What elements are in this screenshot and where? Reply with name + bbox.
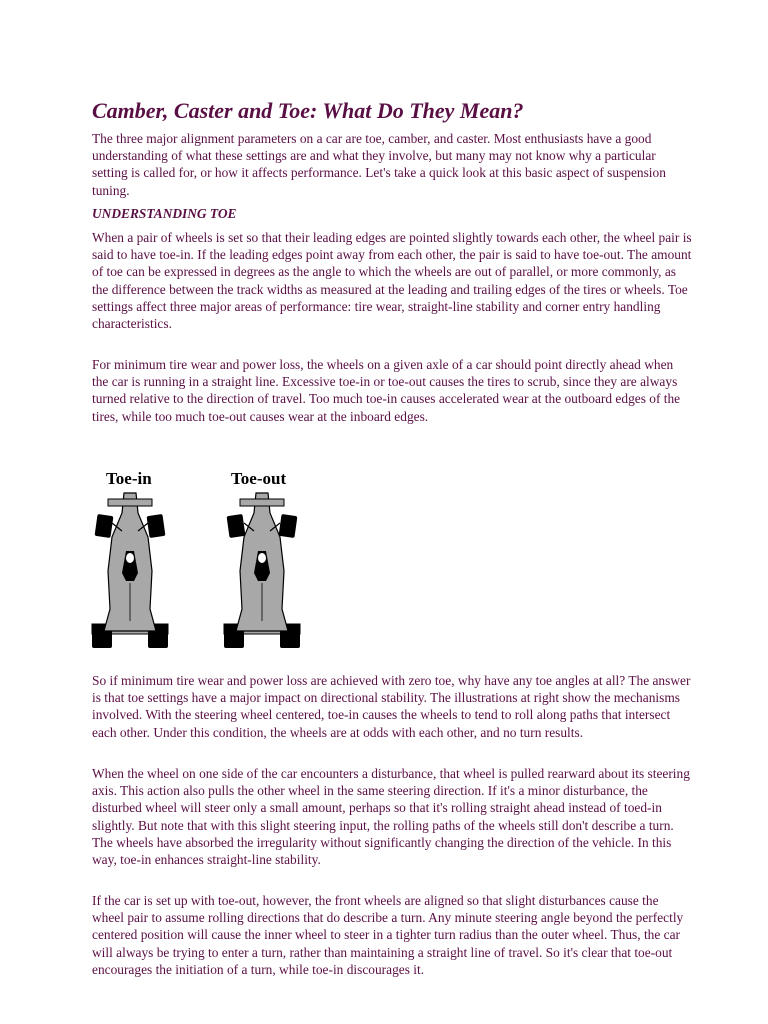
toe-diagram-figure: [90, 465, 315, 655]
toe-out-car-illustration: [222, 491, 302, 651]
intro-paragraph: The three major alignment parameters on a car are toe, camber, and caster. Most enthusiasts have a good understanding of what these settings are and what they involve, but many may not know why a particular setting is called for, or how it affects performance. Let's take a quick look at this basic aspect of suspension tuning.: [92, 131, 666, 198]
toe-in-label: Toe-in: [106, 469, 152, 488]
toe-in-car-illustration: [90, 491, 170, 651]
article-title: Camber, Caster and Toe: What Do They Mean?: [92, 98, 524, 123]
paragraph-tire-wear: For minimum tire wear and power loss, the wheels on a given axle of a car should point directly ahead when the car is running in a straight line. Excessive toe-in or toe-out causes the tires to scrub, since they are always turned relative to the direction of travel. Too much toe-in causes accelerated wear at the outboard edges of the tires, while too much toe-out causes wear at the inboard edges.: [92, 357, 681, 424]
paragraph-directional-stability: So if minimum tire wear and power loss are achieved with zero toe, why have any toe angles at all? The answer is that toe settings have a major impact on directional stability. The illustrations at right show the mechanisms involved. With the steering wheel centered, toe-in causes the wheels to tend to roll along paths that intersect each other. Under this condition, the wheels are at odds with each other, and no turn results.: [92, 673, 691, 740]
section-heading: UNDERSTANDING TOE: [92, 206, 237, 221]
toe-out-label: Toe-out: [231, 469, 287, 488]
paragraph-toe-definition: When a pair of wheels is set so that their leading edges are pointed slightly towards each other, the wheel pair is said to have toe-in. If the leading edges point away from each other, the pair is said to have toe-out. The amount of toe can be expressed in degrees as the angle to which the wheels are out of parallel, or more commonly, as the difference between the track widths as measured at the leading and trailing edges of the tires or wheels. Toe settings affect three major areas of performance: tire wear, straight-line stability and corner entry handling characteristics.: [92, 230, 692, 332]
paragraph-toe-out: If the car is set up with toe-out, however, the front wheels are aligned so that slight disturbances cause the wheel pair to assume rolling directions that do describe a turn. Any minute steering angle beyond the perfectly centered position will cause the inner wheel to steer in a tighter turn radius than the outer wheel. Thus, the car will always be trying to enter a turn, rather than maintaining a straight line of travel. So it's clear that toe-out encourages the initiation of a turn, while toe-in discourages it.: [92, 893, 684, 977]
paragraph-disturbance: When the wheel on one side of the car encounters a disturbance, that wheel is pulled rearward about its steering axis. This action also pulls the other wheel in the same steering direction. If it's a minor disturbance, the disturbed wheel will steer only a small amount, perhaps so that it's rolling straight ahead instead of toed-in slightly. But note that with this slight steering input, the rolling paths of the wheels still don't describe a turn. The wheels have absorbed the irregularity without significantly changing the direction of the vehicle. In this way, toe-in enhances straight-line stability.: [92, 766, 690, 868]
